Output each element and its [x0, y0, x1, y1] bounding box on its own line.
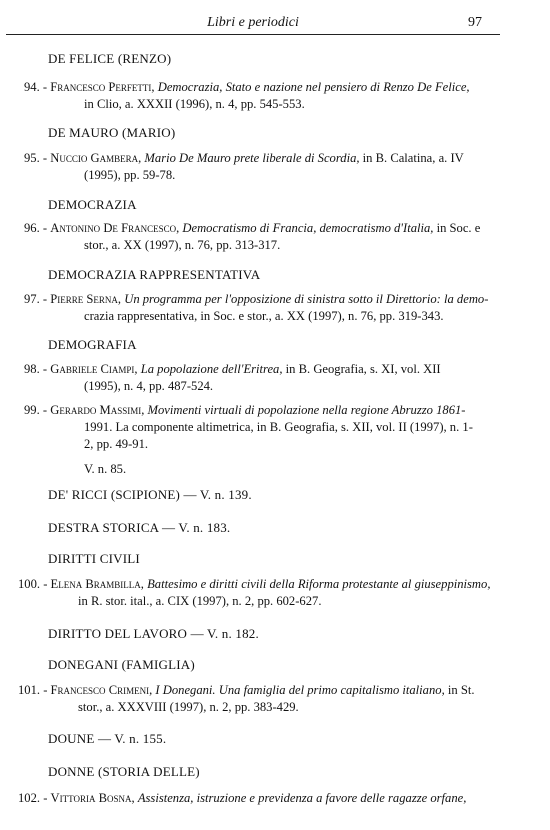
entry-author: Elena Brambilla, — [50, 577, 144, 591]
entry-continuation: 2, pp. 49-91. — [84, 437, 149, 451]
subject-heading: DESTRA STORICA — V. n. 183. — [48, 520, 231, 535]
running-title: Libri e periodici — [207, 15, 299, 30]
entry-continuation: (1995), n. 4, pp. 487-524. — [84, 379, 214, 393]
bibliography-entry — [24, 220, 490, 254]
entry-source: in St. — [447, 683, 475, 697]
entry-continuation: crazia rappresentativa, in Soc. e stor., a. XX (1997), n. 76, pp. 319-343. — [84, 309, 444, 323]
entry-title: Un programma per l'opposizione di sinistra sotto il Direttorio: la demo- — [124, 292, 489, 306]
subject-heading: DIRITTI CIVILI — [48, 551, 140, 566]
cross-reference: V. n. 85. — [84, 462, 127, 476]
entry-title: Mario De Mauro prete liberale di Scordia, — [144, 151, 360, 165]
entry-author: Nuccio Gambera, — [50, 151, 142, 165]
bibliography-entry — [18, 790, 490, 807]
entry-continuation: stor., a. XX (1997), n. 76, pp. 313-317. — [84, 238, 281, 252]
entry-author: Gerardo Massimi, — [50, 403, 145, 417]
entry-source: in Soc. e — [436, 221, 481, 235]
subject-heading: DOUNE — V. n. 155. — [48, 731, 167, 746]
entry-continuation: in R. stor. ital., a. CIX (1997), n. 2, pp. 602-627. — [78, 594, 322, 608]
subject-heading: DE FELICE (RENZO) — [48, 51, 172, 66]
entry-continuation: 1991. La componente altimetrica, in B. Geografia, s. XII, vol. II (1997), n. 1- — [84, 420, 473, 434]
entry-continuation: (1995), pp. 59-78. — [84, 168, 176, 182]
entry-author: Vittoria Bosna, — [50, 791, 135, 805]
entry-continuation: in Clio, a. XXXII (1996), n. 4, pp. 545-553. — [84, 97, 305, 111]
entry-continuation: stor., a. XXXVIII (1997), n. 2, pp. 383-429. — [78, 700, 299, 714]
bibliography-entry — [18, 576, 490, 610]
entry-title: I Donegani. Una famiglia del primo capitalismo italiano, — [155, 683, 445, 697]
entry-author: Pierre Serna, — [50, 292, 122, 306]
entry-title: Battesimo e diritti civili della Riforma protestante al giuseppinismo, — [147, 577, 491, 591]
entry-number: 101. - — [18, 683, 48, 697]
entry-number: 97. - — [24, 292, 48, 306]
subject-heading: DEMOCRAZIA RAPPRESENTATIVA — [48, 267, 261, 282]
running-header — [6, 12, 500, 35]
entry-author: Francesco Crimeni, — [50, 683, 153, 697]
entry-number: 94. - — [24, 80, 48, 94]
bibliography-entry — [24, 150, 490, 184]
entry-title: Movimenti virtuali di popolazione nella regione Abruzzo 1861- — [147, 403, 466, 417]
bibliography-entry — [24, 79, 490, 113]
subject-heading: DEMOCRAZIA — [48, 197, 137, 212]
subject-heading: DONNE (STORIA DELLE) — [48, 764, 200, 779]
entry-author: Francesco Perfetti, — [50, 80, 155, 94]
subject-heading: DE MAURO (MARIO) — [48, 125, 176, 140]
entry-number: 98. - — [24, 362, 48, 376]
entry-title: La popolazione dell'Eritrea, — [140, 362, 283, 376]
entry-source: in B. Calatina, a. IV — [362, 151, 464, 165]
subject-heading: DE' RICCI (SCIPIONE) — V. n. 139. — [48, 487, 252, 502]
entry-title: Democrazia, Stato e nazione nel pensiero di Renzo De Felice, — [157, 80, 470, 94]
entry-number: 95. - — [24, 151, 48, 165]
entry-author: Antonino De Francesco, — [50, 221, 180, 235]
entry-number: 100. - — [18, 577, 48, 591]
bibliography-entry — [24, 361, 490, 395]
subject-heading: DONEGANI (FAMIGLIA) — [48, 657, 195, 672]
entry-number: 102. - — [18, 791, 48, 805]
entry-number: 96. - — [24, 221, 48, 235]
entry-number: 99. - — [24, 403, 48, 417]
bibliography-entry — [24, 402, 490, 478]
entry-title: Assistenza, istruzione e previdenza a favore delle ragazze orfane, — [137, 791, 467, 805]
entry-title: Democratismo di Francia, democratismo d'Italia, — [182, 221, 434, 235]
entry-author: Gabriele Ciampi, — [50, 362, 138, 376]
page-number: 97 — [468, 15, 482, 30]
bibliography-entry — [24, 291, 490, 325]
subject-heading: DIRITTO DEL LAVORO — V. n. 182. — [48, 626, 259, 641]
entry-source: in B. Geografia, s. XI, vol. XII — [285, 362, 441, 376]
subject-heading: DEMOGRAFIA — [48, 337, 137, 352]
bibliography-entry — [18, 682, 490, 716]
